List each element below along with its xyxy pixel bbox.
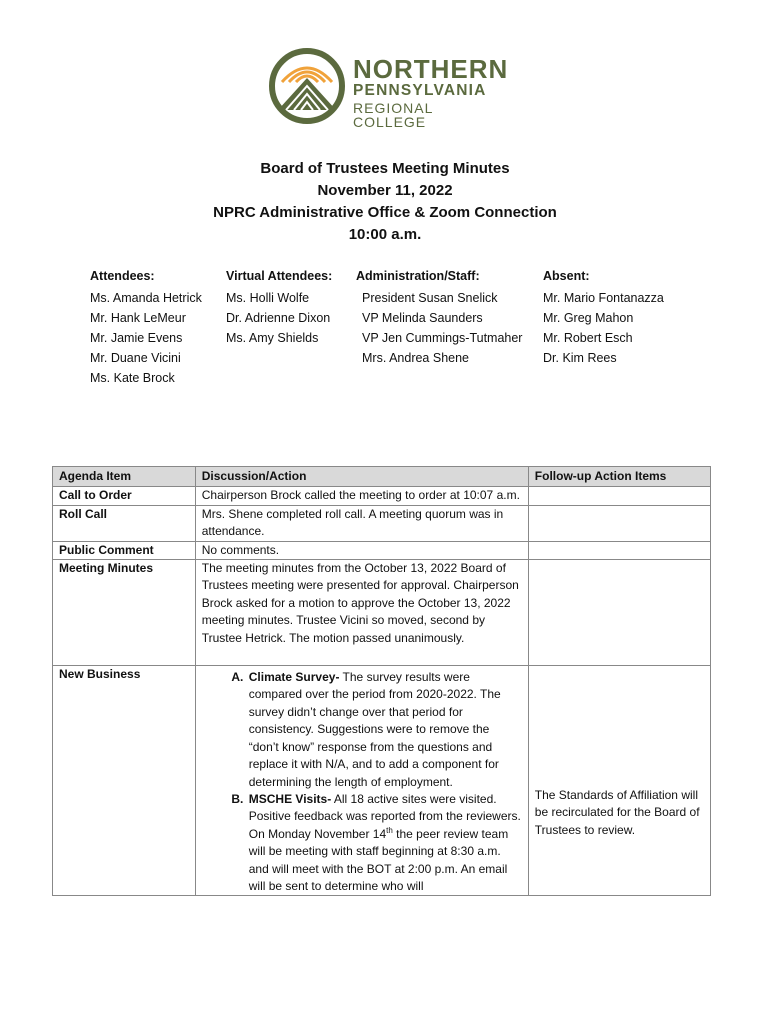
discussion-cell: The meeting minutes from the October 13, 2022 Board of Trustees meeting were presented for approval. Chairperson Brock asked for a motion to approve the October 13, 2022 meeting minutes. Trustee Vicini so moved, second by Trustee Hetrick. The motion passed unanimously. <box>195 560 528 648</box>
staff-name: VP Melinda Saunders <box>362 311 483 325</box>
staff-heading: Administration/Staff: <box>356 269 480 283</box>
followup-cell <box>528 487 710 505</box>
attendees-heading: Attendees: <box>90 269 155 283</box>
absent-heading: Absent: <box>543 269 590 283</box>
discussion-cell: Mrs. Shene completed roll call. A meeting quorum was in attendance. <box>195 505 528 541</box>
college-logo <box>268 48 509 130</box>
attendee-name: Mr. Duane Vicini <box>90 351 181 365</box>
virtual-attendee-name: Ms. Amy Shields <box>226 331 319 345</box>
new-business-list <box>202 669 522 895</box>
attendee-name: Ms. Kate Brock <box>90 371 175 385</box>
agenda-item-cell: Roll Call <box>53 505 196 541</box>
followup-cell <box>528 666 710 896</box>
logo-mountain-icon <box>268 48 346 124</box>
absent-name: Mr. Robert Esch <box>543 331 633 345</box>
agenda-item-cell: New Business <box>53 666 196 896</box>
climate-survey-text: The survey results were compared over the period from 2020-2022. The survey didn’t change over that period for consistency. Suggestions were to remove the “don’t know” response from the questions and replace it with N/A, and to add a component for determining the length of employment. <box>248 670 501 789</box>
table-header-row <box>53 467 711 487</box>
followup-cell <box>528 560 710 648</box>
staff-name: VP Jen Cummings-Tutmaher <box>362 331 523 345</box>
logo-text-northern: NORTHERN <box>353 54 509 84</box>
staff-name: President Susan Snelick <box>362 291 498 305</box>
followup-cell <box>528 541 710 559</box>
msche-visits-text-part1: All 18 active sites were visited. Positive feedback was reported from the reviewers. On Monday November 14 <box>248 791 521 841</box>
virtual-attendee-name: Dr. Adrienne Dixon <box>226 311 331 325</box>
attendee-name: Mr. Hank LeMeur <box>90 311 186 325</box>
logo-text-pennsylvania: PENNSYLVANIA <box>353 82 487 99</box>
discussion-cell: No comments. <box>195 541 528 559</box>
meeting-date: November 11, 2022 <box>317 182 453 199</box>
attendees-column <box>90 266 202 388</box>
discussion-cell <box>195 666 528 896</box>
table-spacer-row <box>53 647 711 666</box>
list-item <box>247 669 522 791</box>
absent-column <box>543 266 664 368</box>
virtual-attendees-heading: Virtual Attendees: <box>226 269 333 283</box>
msche-visits-text-part2: the peer review team will be meeting with staff beginning at 8:30 a.m. and will meet with the BOT at 2:00 p.m. An email will be sent to determine who will <box>248 826 509 893</box>
column-header-discussion: Discussion/Action <box>195 467 528 487</box>
climate-survey-title: Climate Survey- <box>248 670 340 685</box>
followup-cell <box>528 505 710 541</box>
agenda-item-cell: Public Comment <box>53 541 196 559</box>
column-header-followup: Follow-up Action Items <box>528 467 710 487</box>
msche-visits-text <box>249 792 521 893</box>
followup-standards-text: The Standards of Affiliation will be recirculated for the Board of Trustees to review. <box>534 788 700 837</box>
staff-name: Mrs. Andrea Shene <box>362 351 470 365</box>
virtual-attendees-column <box>226 266 332 348</box>
meeting-location: NPRC Administrative Office & Zoom Connection <box>213 204 557 221</box>
logo-text-regional-college: REGIONAL COLLEGE <box>353 99 433 130</box>
attendee-name: Mr. Jamie Evens <box>90 331 183 345</box>
ordinal-suffix: th <box>386 825 393 835</box>
virtual-attendee-name: Ms. Holli Wolfe <box>226 291 310 305</box>
msche-visits-title: MSCHE Visits- <box>248 791 332 806</box>
document-title-block <box>0 158 770 246</box>
discussion-cell: Chairperson Brock called the meeting to order at 10:07 a.m. <box>195 487 528 505</box>
agenda-table <box>52 466 711 896</box>
table-row <box>53 487 711 505</box>
absent-name: Mr. Mario Fontanazza <box>543 291 664 305</box>
agenda-item-cell: Meeting Minutes <box>53 560 196 648</box>
meeting-time: 10:00 a.m. <box>348 226 422 243</box>
document-title: Board of Trustees Meeting Minutes <box>260 160 510 177</box>
list-item <box>247 791 522 895</box>
absent-name: Dr. Kim Rees <box>543 351 617 365</box>
column-header-agenda-item: Agenda Item <box>53 467 196 487</box>
staff-column <box>356 266 522 368</box>
table-row <box>53 560 711 648</box>
table-row-new-business <box>53 666 711 896</box>
agenda-item-cell: Call to Order <box>53 487 196 505</box>
table-row <box>53 505 711 541</box>
absent-name: Mr. Greg Mahon <box>543 311 634 325</box>
attendee-name: Ms. Amanda Hetrick <box>90 291 202 305</box>
table-row <box>53 541 711 559</box>
